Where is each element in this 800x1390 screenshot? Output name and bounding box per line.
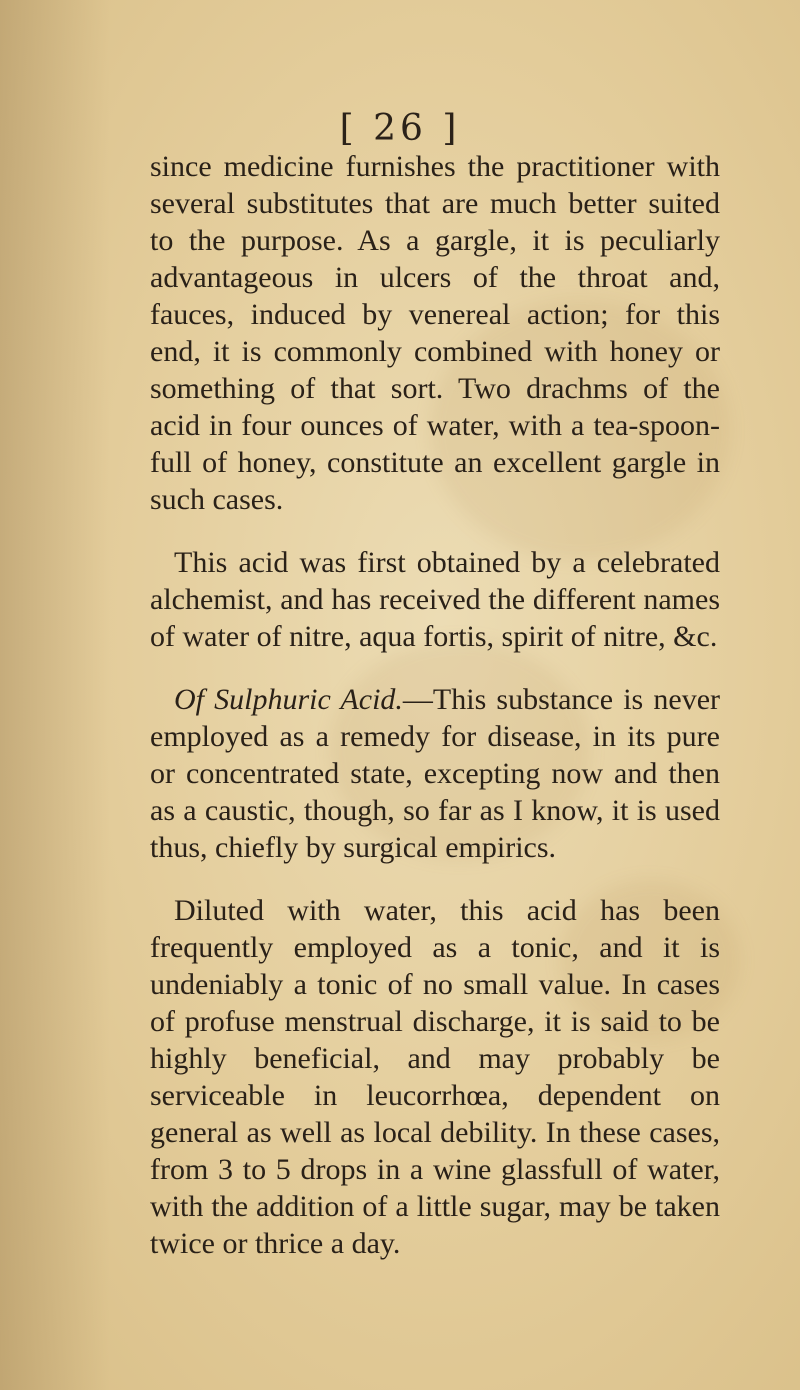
paragraph: This acid was first obtained by a celebrated alchemist, and has received the different names of water of nitre, aqua fortis, spirit of nitre, &c. — [150, 546, 720, 653]
section-heading: Of Sulphuric Acid. — [174, 683, 403, 716]
paragraph: Diluted with water, this acid has been frequently employed as a tonic, and it is undeniably a tonic of no small value. In cases of profuse menstrual discharge, it is said to be highly beneficial, and may probably be serviceable in leucorrhœa, dependent on general as well as local debility. In these cases, from 3 to 5 drops in a wine glassfull of water, with the addition of a little sugar, may be taken twice or thrice a day. — [150, 894, 720, 1260]
page-number: [ 26 ] — [339, 108, 461, 149]
body-text — [150, 148, 720, 1288]
paragraph — [150, 681, 720, 866]
page-edge-shadow — [0, 0, 110, 1390]
paragraph-text: —This substance is never employed as a remedy for disease, in its pure or concentrated state, excepting now and then as a caustic, though, so far as I know, it is used thus, chiefly by surgical empirics. — [150, 683, 720, 864]
paragraph: since medicine furnishes the practitioner with several substitutes that are much better suited to the purpose. As a gargle, it is peculiarly advantageous in ulcers of the throat and, fauces, induced by venereal action; for this end, it is commonly combined with honey or something of that sort. Two drachms of the acid in four ounces of water, with a tea-spoon-full of honey, constitute an excellent gargle in such cases. — [150, 150, 720, 516]
